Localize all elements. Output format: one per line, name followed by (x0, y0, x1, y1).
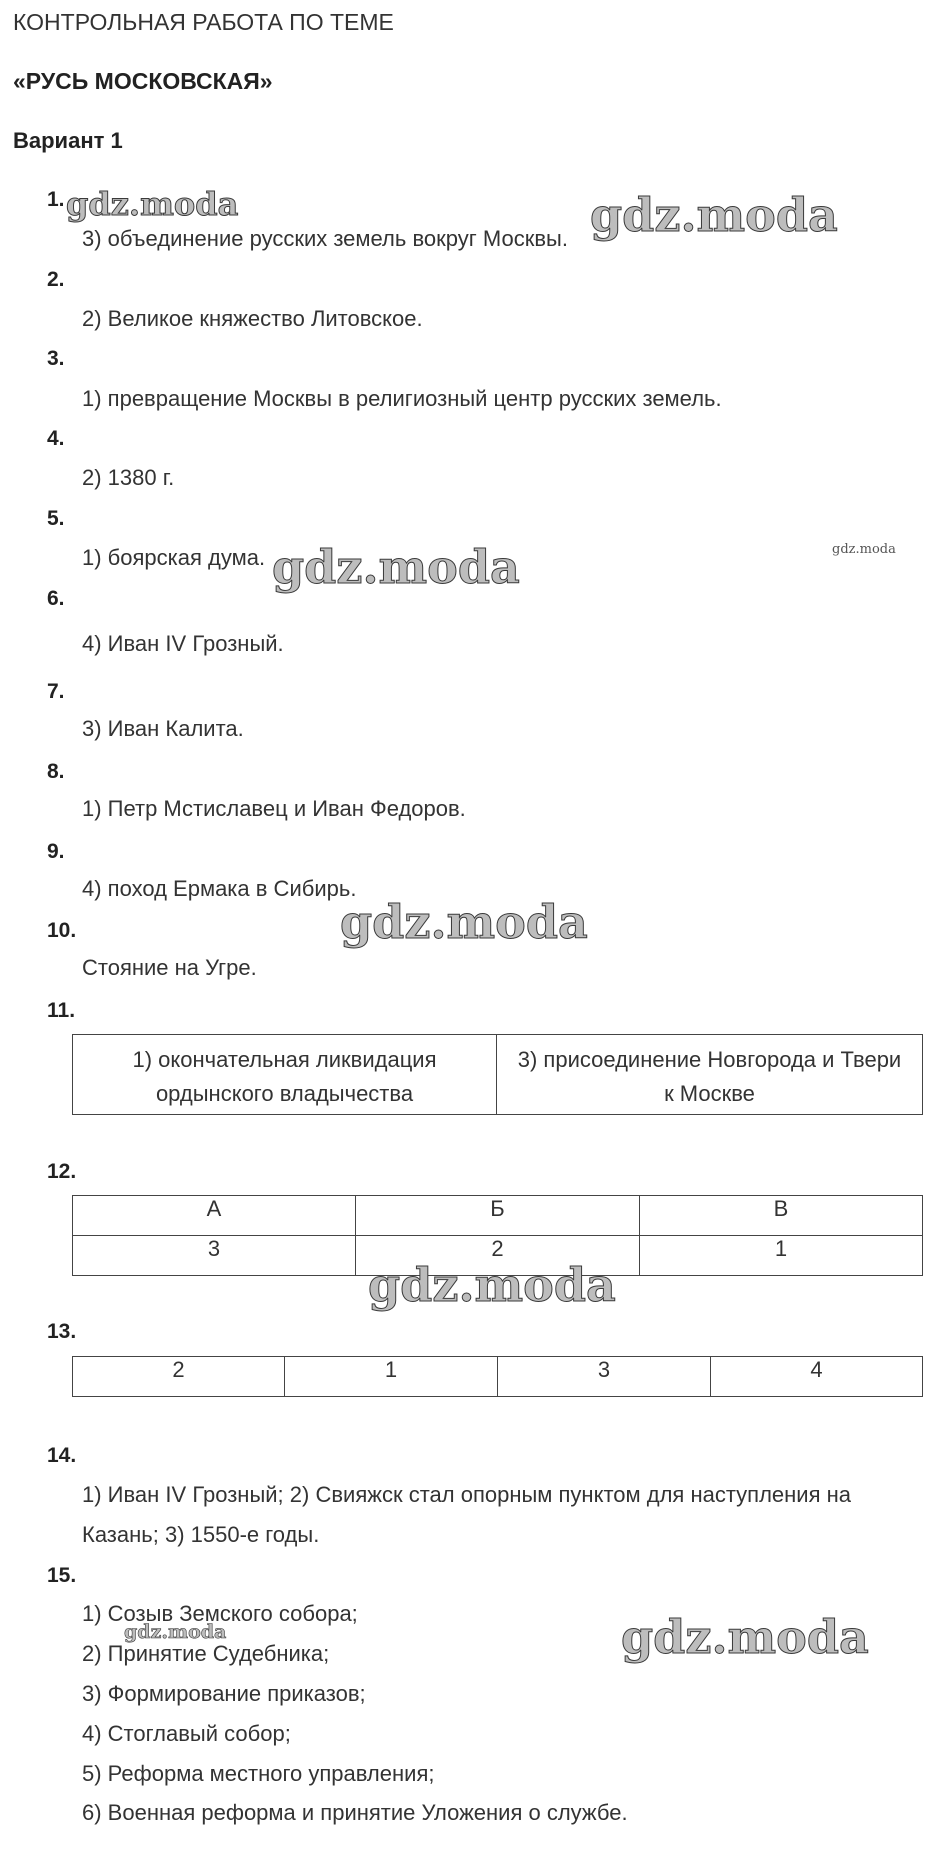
question-number: 13. (47, 1320, 77, 1343)
watermark: gdz.moda (368, 1258, 616, 1312)
table-cell: 3 (73, 1236, 356, 1276)
question-number: 10. (47, 919, 77, 942)
watermark: gdz.moda (66, 185, 239, 223)
watermark: gdz.moda (832, 542, 896, 557)
question-number: 15. (47, 1564, 77, 1587)
question-number: 11. (47, 999, 76, 1022)
table-cell: ордынского владычества (73, 1075, 497, 1115)
subject-line: КОНТРОЛЬНАЯ РАБОТА ПО ТЕМЕ (13, 9, 394, 35)
answer-text: Стояние на Угре. (82, 955, 257, 980)
answer-text: 1) Иван IV Грозный; 2) Свияжск стал опорным пунктом для наступления на (82, 1482, 852, 1507)
page-title: «РУСЬ МОСКОВСКАЯ» (13, 68, 273, 94)
answer-text: 1) превращение Москвы в религиозный центр русских земель. (82, 386, 722, 411)
answer-text: 6) Военная реформа и принятие Уложения о службе. (82, 1800, 628, 1825)
table-cell: 1 (285, 1357, 498, 1397)
question-number: 7. (47, 680, 65, 703)
answer-text: 3) Формирование приказов; (82, 1681, 366, 1706)
table-cell: 1 (640, 1236, 923, 1276)
answer-text: 1) Петр Мстиславец и Иван Федоров. (82, 796, 466, 821)
table-cell: 2 (73, 1357, 285, 1397)
question-number: 8. (47, 760, 65, 783)
watermark: gdz.moda (621, 1610, 869, 1664)
answer-table-13 (72, 1356, 923, 1397)
table-cell: к Москве (497, 1075, 923, 1115)
answer-text: 1) боярская дума. (82, 545, 266, 570)
question-number: 12. (47, 1160, 77, 1183)
table-cell: 1) окончательная ликвидация (73, 1035, 497, 1075)
answer-table-11 (72, 1034, 923, 1115)
question-number: 6. (47, 587, 65, 610)
table-header-cell: Б (356, 1196, 640, 1236)
watermark: gdz.moda (124, 1621, 227, 1643)
table-header-cell: А (73, 1196, 356, 1236)
answer-text: Казань; 3) 1550-е годы. (82, 1522, 320, 1547)
answer-text: 4) поход Ермака в Сибирь. (82, 876, 357, 901)
answer-text: 2) Принятие Судебника; (82, 1641, 330, 1666)
table-cell: 2 (356, 1236, 640, 1276)
watermark: gdz.moda (340, 895, 588, 949)
answer-text: 4) Иван IV Грозный. (82, 631, 284, 656)
question-number: 14. (47, 1444, 77, 1467)
watermark: gdz.moda (272, 540, 520, 594)
answer-text: 3) объединение русских земель вокруг Москвы. (82, 226, 568, 251)
question-number: 4. (47, 427, 65, 450)
answer-text: 4) Стоглавый собор; (82, 1721, 291, 1746)
answer-text: 5) Реформа местного управления; (82, 1761, 435, 1786)
question-number: 5. (47, 507, 65, 530)
question-number: 9. (47, 840, 65, 863)
table-header-cell: В (640, 1196, 923, 1236)
question-number: 3. (47, 347, 65, 370)
answer-text: 2) 1380 г. (82, 465, 175, 490)
table-cell: 4 (711, 1357, 923, 1397)
table-cell: 3 (498, 1357, 711, 1397)
question-number: 1. (47, 188, 65, 211)
answer-text: 3) Иван Калита. (82, 716, 244, 741)
answer-text: 1) Созыв Земского собора; (82, 1601, 358, 1626)
table-cell: 3) присоединение Новгорода и Твери (497, 1035, 923, 1075)
variant-label: Вариант 1 (13, 128, 123, 153)
answer-text: 2) Великое княжество Литовское. (82, 306, 423, 331)
question-number: 2. (47, 268, 65, 291)
watermark: gdz.moda (590, 188, 838, 242)
